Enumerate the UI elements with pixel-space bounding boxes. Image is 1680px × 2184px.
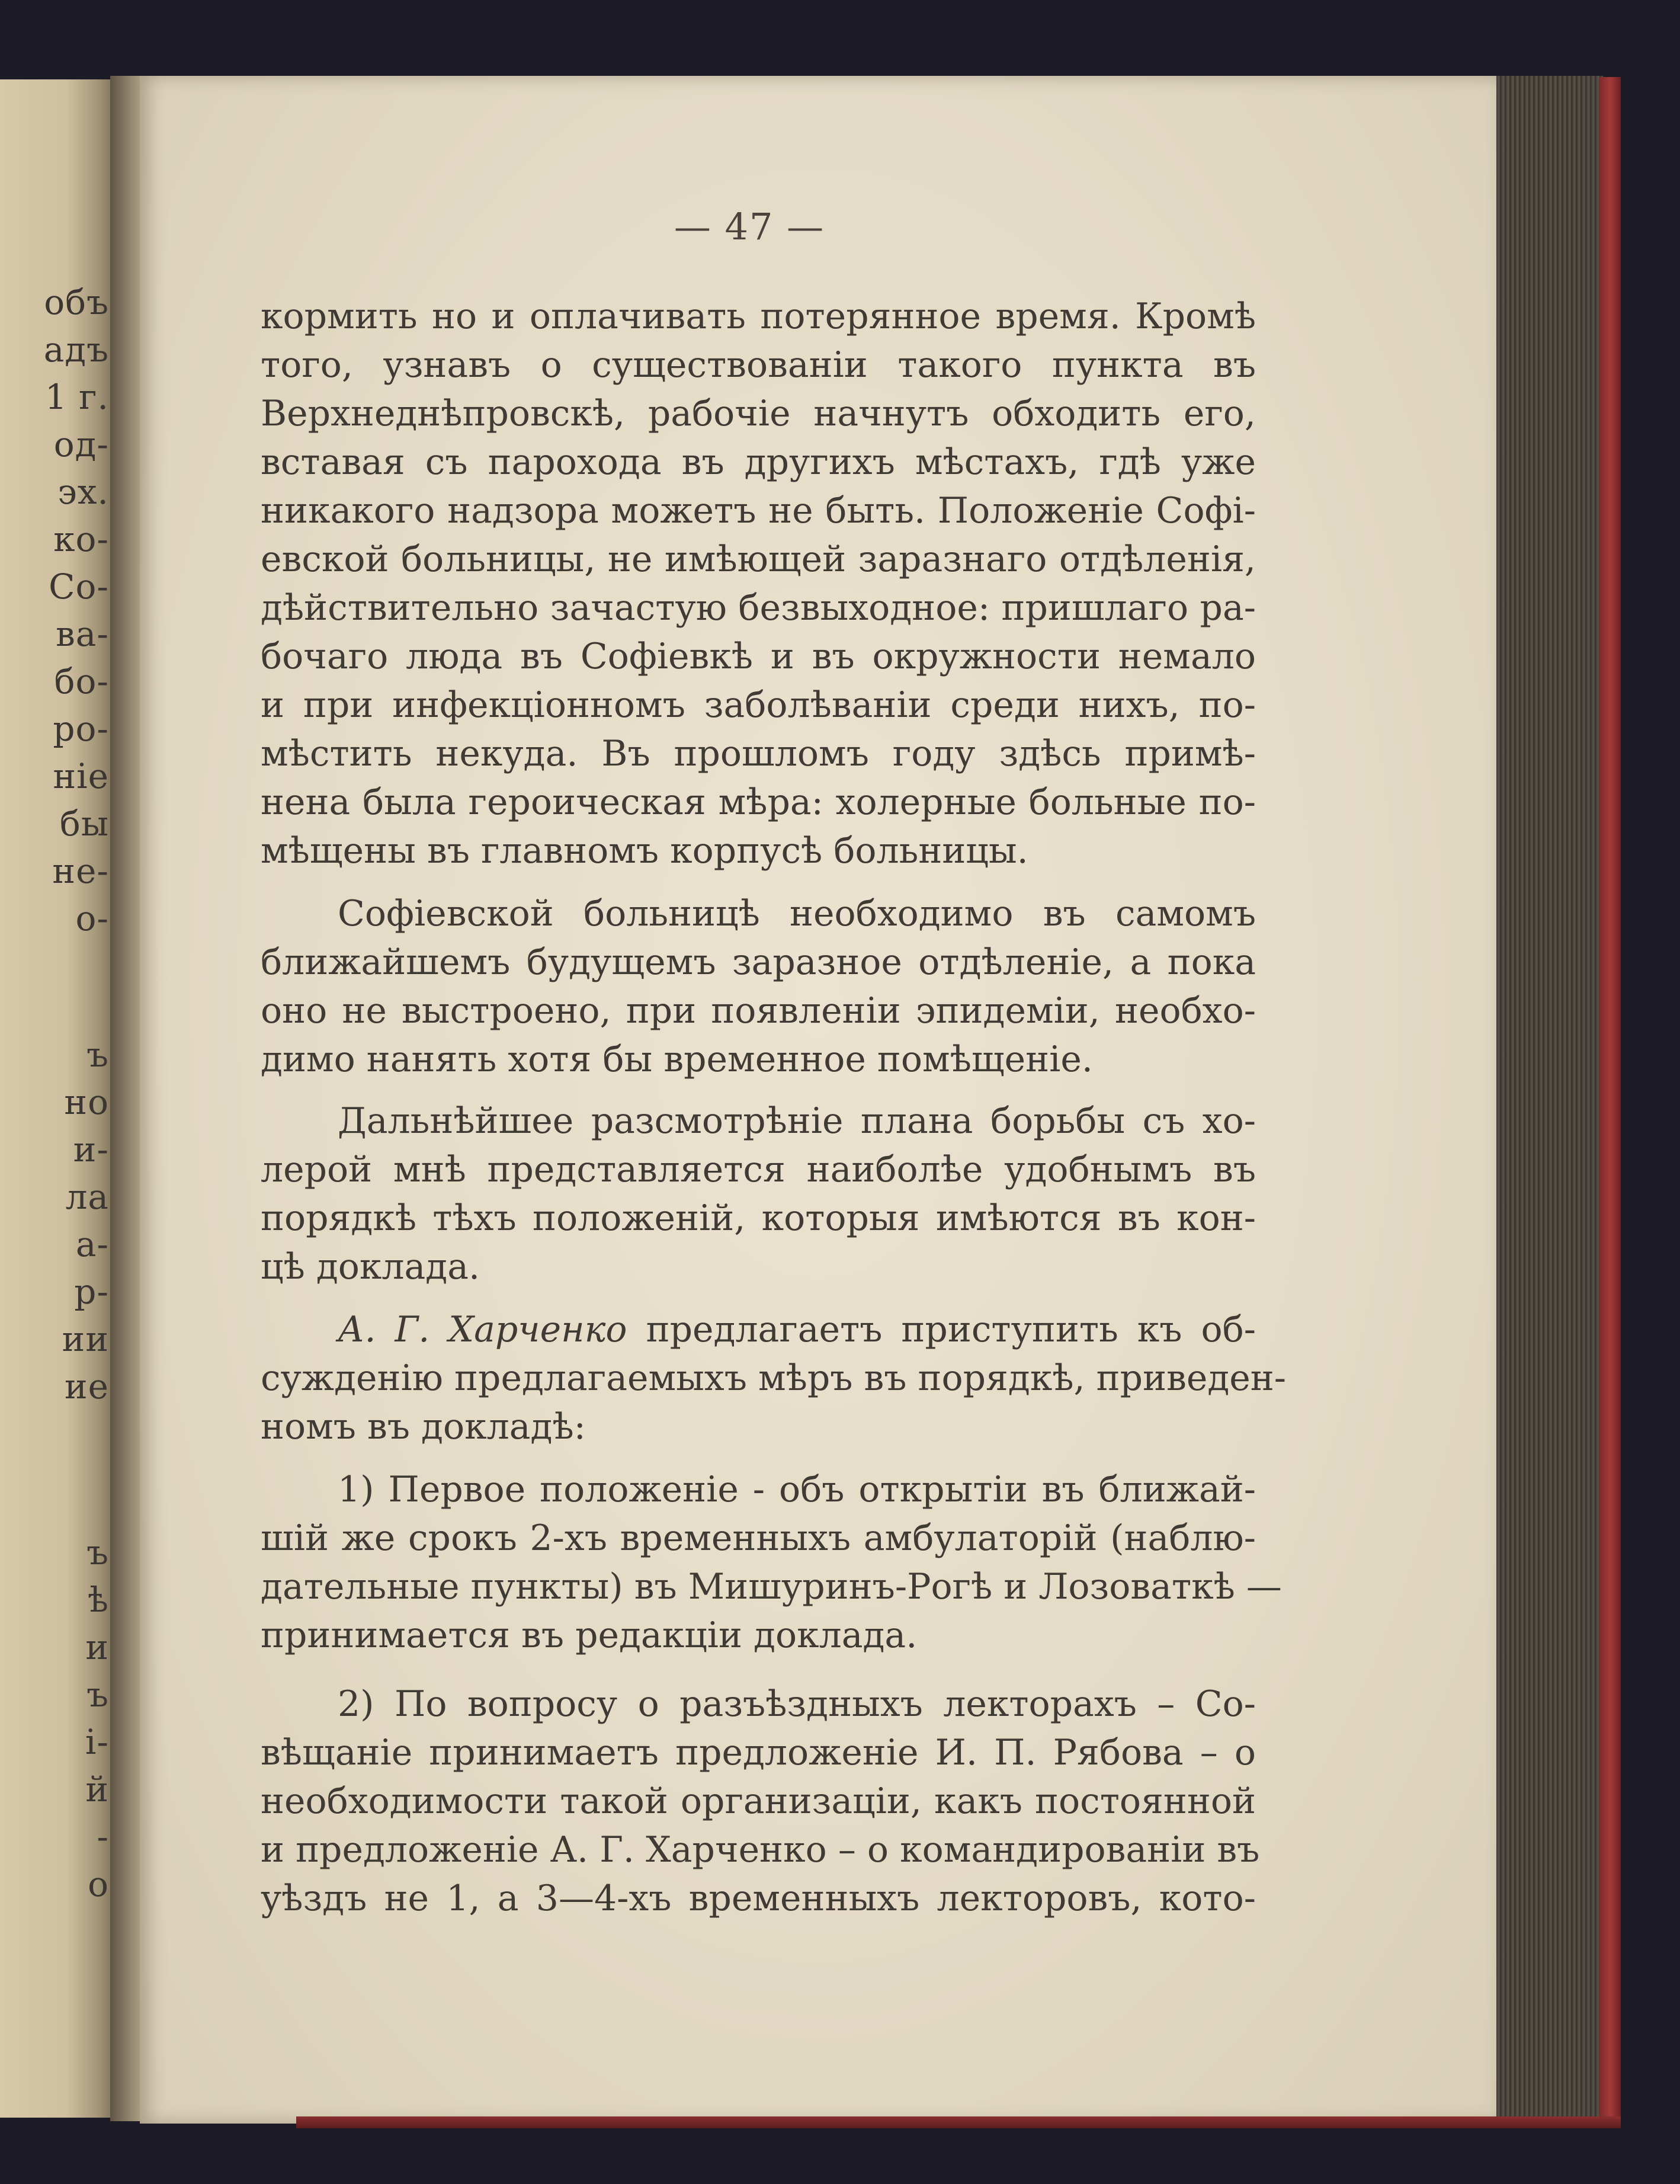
previous-page-edge <box>0 79 122 2118</box>
left-page-line: 1 г. <box>44 377 109 417</box>
left-page-line: и <box>85 1627 109 1667</box>
left-page-line: Co- <box>49 566 109 607</box>
left-page-line: о <box>88 1864 109 1904</box>
text-line: евской больницы, не имѣющей заразнаго отдѣленія, <box>261 539 1256 580</box>
left-page-line: ие <box>65 1366 109 1407</box>
text-line: дѣйствительно зачастую безвыходное: пришлаго ра- <box>261 587 1256 629</box>
text-line: 1) Первое положеніе - объ открытіи въ ближай- <box>338 1469 1256 1510</box>
left-page-line: і- <box>85 1722 109 1762</box>
text-line: мѣстить некуда. Въ прошломъ году здѣсь примѣ- <box>261 733 1256 774</box>
left-page-line: ніе <box>53 756 109 796</box>
text-line: нена была героическая мѣра: холерные больные по- <box>261 782 1256 823</box>
left-page-line: ва- <box>56 614 109 654</box>
left-page-line: ро- <box>53 709 109 749</box>
left-page-line: й <box>85 1769 109 1810</box>
left-page-line: ѣ <box>88 1580 109 1620</box>
speaker-name: А. Г. Харченко <box>338 1309 627 1350</box>
left-page-line: о- <box>75 898 109 939</box>
text-line: сужденію предлагаемыхъ мѣръ въ порядкѣ, приведен- <box>261 1357 1287 1399</box>
left-page-line: бы <box>59 803 109 844</box>
text-line: номъ въ докладѣ: <box>261 1406 586 1448</box>
left-page-line: ии <box>62 1319 109 1359</box>
left-page-line: бо- <box>54 661 109 702</box>
text-line: 2) По вопросу о разъѣздныхъ лекторахъ – Со- <box>338 1683 1256 1725</box>
text-line: дательные пункты) въ Мишуринъ-Рогѣ и Лозоваткѣ — <box>261 1566 1282 1607</box>
text-line: ближайшемъ будущемъ заразное отдѣленіе, а пока <box>261 942 1256 983</box>
text-line: шій же срокъ 2-хъ временныхъ амбулаторій (наблю- <box>261 1517 1256 1559</box>
left-page-line: ла <box>65 1177 109 1217</box>
text-line: димо нанять хотя бы временное помѣщеніе. <box>261 1039 1093 1080</box>
left-page-line: ъ <box>86 1674 109 1715</box>
text-line: уѣздъ не 1, а 3—4-хъ временныхъ лекторовъ, кото- <box>261 1878 1256 1919</box>
text-line: цѣ доклада. <box>261 1246 480 1288</box>
left-page-line: адъ <box>43 329 109 370</box>
left-page-line: эх. <box>57 472 109 512</box>
left-page-line: р- <box>74 1272 109 1312</box>
text-line: бочаго люда въ Софіевкѣ и въ окружности немало <box>261 636 1256 677</box>
text-line: того, узнавъ о существованіи такого пункта въ <box>261 344 1256 386</box>
page-edges <box>1496 76 1603 2120</box>
text-line: никакого надзора можетъ не быть. Положеніе Софі- <box>261 490 1256 531</box>
text-line: вѣщаніе принимаетъ предложеніе И. П. Рябова – о <box>261 1732 1256 1773</box>
text-line: кормить но и оплачивать потерянное время. Кромѣ <box>261 296 1256 337</box>
text-line: лерой мнѣ представляется наиболѣе удобнымъ въ <box>261 1149 1256 1190</box>
text-line: Дальнѣйшее разсмотрѣніе плана борьбы съ хо- <box>338 1100 1256 1142</box>
text-line: мѣщены въ главномъ корпусѣ больницы. <box>261 830 1028 872</box>
left-page-line: - <box>97 1817 109 1857</box>
left-page-line: а- <box>75 1224 109 1264</box>
text-line: необходимости такой организаціи, какъ постоянной <box>261 1780 1256 1822</box>
text-line: оно не выстроено, при появленіи эпидеміи, необхо- <box>261 990 1256 1032</box>
left-page-line: од- <box>53 424 109 465</box>
page-number: — 47 — <box>674 205 825 248</box>
left-page-line: ъ <box>86 1532 109 1573</box>
left-page-line: и- <box>73 1129 109 1170</box>
text-line: и при инфекціонномъ заболѣваніи среди нихъ, по- <box>261 684 1256 726</box>
text-line: порядкѣ тѣхъ положеній, которыя имѣются въ кон- <box>261 1197 1256 1239</box>
text-line: Верхнеднѣпровскѣ, рабочіе начнутъ обходить его, <box>261 393 1256 434</box>
speaker-line <box>338 1306 1256 1353</box>
left-page-line: ко- <box>53 519 109 559</box>
speaker-line-text: предлагаетъ приступить къ об- <box>646 1309 1256 1350</box>
left-page-line: не- <box>52 851 109 891</box>
text-line: вставая съ парохода въ другихъ мѣстахъ, гдѣ уже <box>261 441 1256 483</box>
red-cover-bottom <box>296 2116 1621 2128</box>
left-page-line: объ <box>44 282 109 322</box>
text-line: Софіевской больницѣ необходимо въ самомъ <box>338 893 1256 934</box>
left-page-line: ъ <box>86 1035 109 1075</box>
red-cover-edge <box>1599 77 1621 2125</box>
text-line: и предложеніе А. Г. Харченко – о командированіи въ <box>261 1829 1260 1871</box>
left-page-line: но <box>64 1082 109 1122</box>
text-line: принимается въ редакціи доклада. <box>261 1615 918 1656</box>
